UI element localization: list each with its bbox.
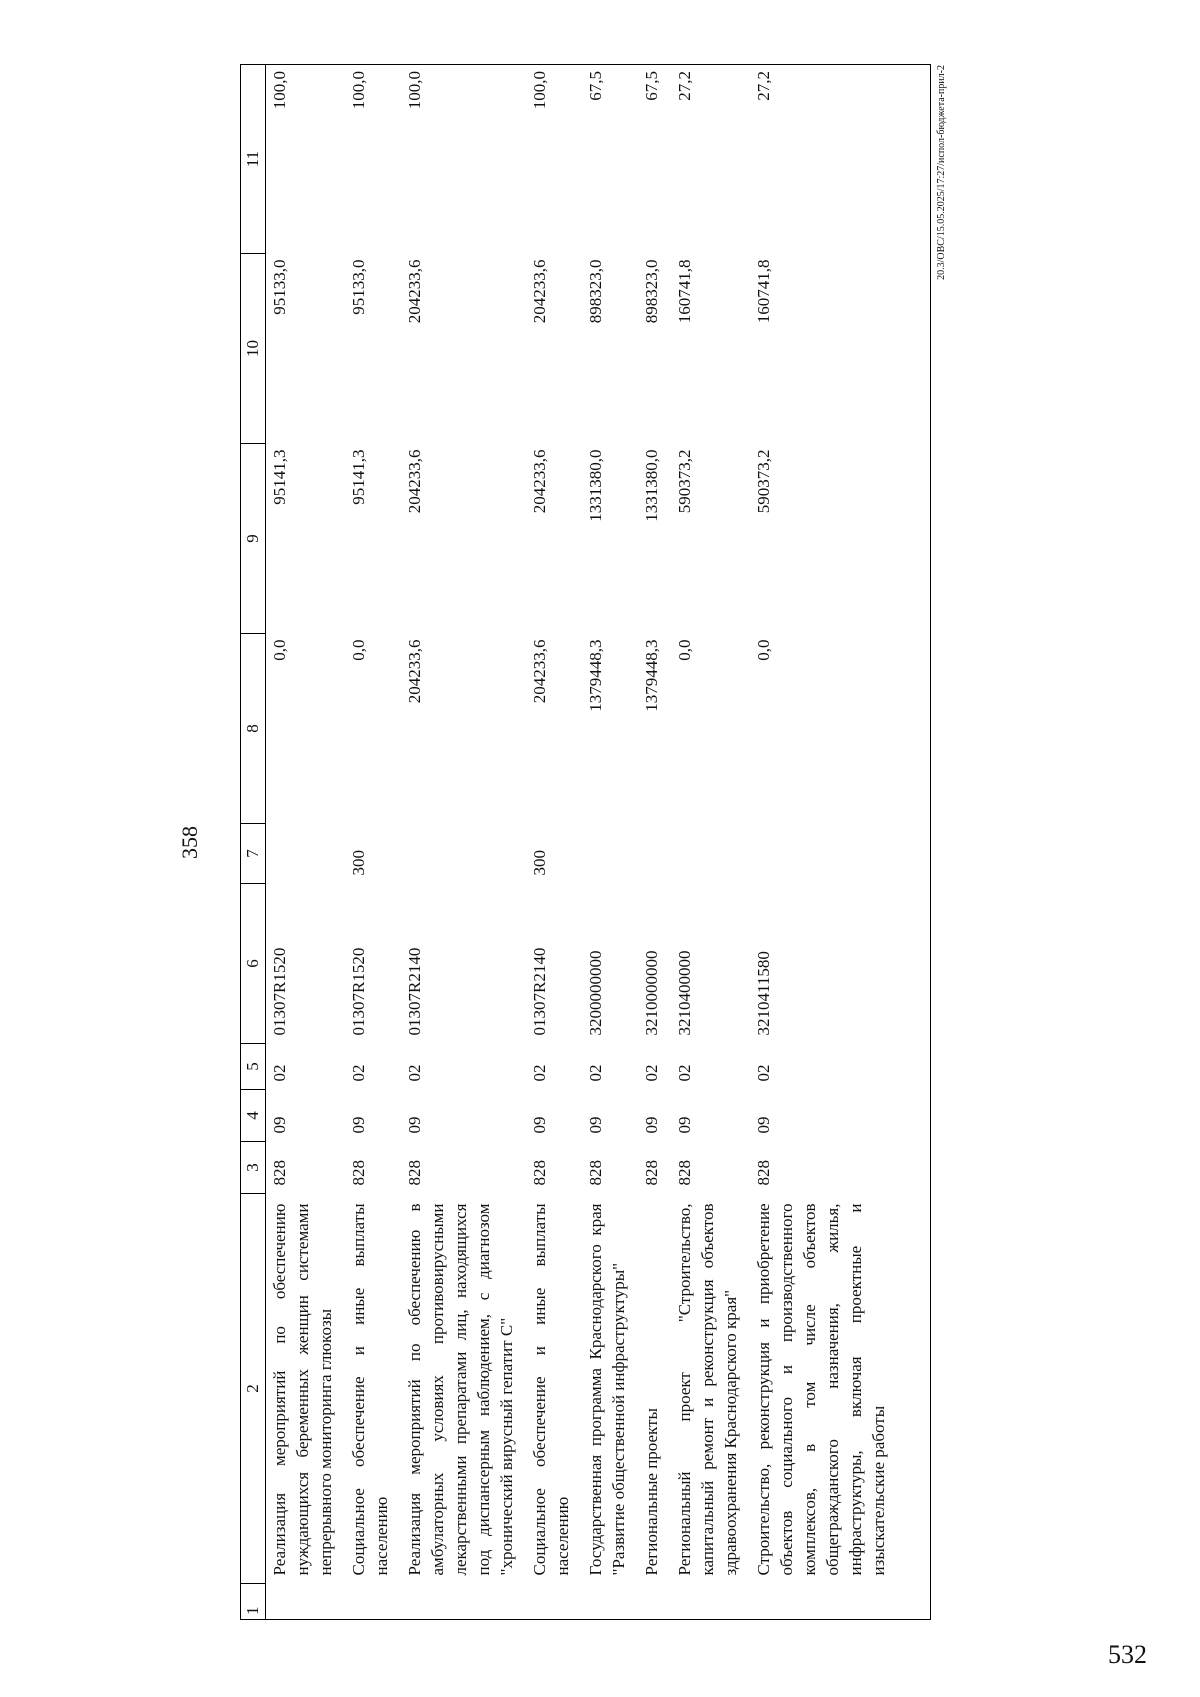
cell-col11: 100,0 — [526, 65, 582, 254]
cell-col1 — [345, 1584, 401, 1620]
cell-col11: 67,5 — [582, 65, 638, 254]
column-header: 9 — [241, 444, 266, 634]
cell-section: 09 — [270, 1116, 289, 1134]
table-header-row — [241, 65, 266, 1620]
cell-grbs: 828 — [586, 1160, 605, 1186]
cell-section: 09 — [530, 1116, 549, 1134]
table-row — [526, 65, 582, 1620]
cell-col1 — [526, 1584, 582, 1620]
column-header: 4 — [241, 1090, 266, 1142]
table-row — [638, 65, 671, 1620]
cell-section: 09 — [675, 1116, 694, 1134]
cell-grbs: 828 — [405, 1160, 424, 1186]
cell-grbs: 828 — [349, 1160, 368, 1186]
cell-target-article: 01307R1520 — [349, 947, 368, 1036]
cell-name: Реализация мероприятий по обеспечению в амбулаторных условиях противовирусными лекарственными препаратами лиц, находящихся под диспансерным наблюдением, с диагнозом "хронический вирусный гепатит С" — [405, 1203, 516, 1576]
column-header: 10 — [241, 254, 266, 444]
column-header: 2 — [241, 1194, 266, 1584]
column-header: 7 — [241, 824, 266, 884]
budget-table — [240, 64, 931, 1620]
cell-col9: 590373,2 — [750, 444, 931, 634]
cell-col11: 100,0 — [266, 65, 346, 254]
cell-col9: 1331380,0 — [586, 449, 605, 522]
cell-col10: 160741,8 — [750, 254, 931, 444]
cell-section: 09 — [586, 1116, 605, 1134]
cell-col10: 95133,0 — [270, 259, 289, 315]
cell-col1 — [401, 1584, 526, 1620]
column-header: 6 — [241, 884, 266, 1044]
cell-subsection: 02 — [750, 1044, 931, 1090]
table-row — [671, 65, 750, 1620]
column-header: 3 — [241, 1142, 266, 1194]
cell-col10: 160741,8 — [675, 259, 694, 324]
cell-subsection: 02 — [642, 1064, 661, 1082]
table-row — [582, 65, 638, 1620]
cell-col8: 0,0 — [750, 634, 931, 824]
cell-col1 — [750, 1584, 931, 1620]
cell-grbs: 828 — [642, 1160, 661, 1186]
cell-expense-type — [266, 824, 346, 884]
cell-name: Социальное обеспечение и иные выплаты населению — [349, 1203, 391, 1576]
cell-grbs: 828 — [750, 1142, 931, 1194]
cell-section: 09 — [642, 1116, 661, 1134]
cell-subsection: 02 — [675, 1064, 694, 1082]
cell-col9: 95141,3 — [349, 449, 368, 505]
cell-col10: 898323,0 — [642, 259, 661, 324]
cell-target-article: 3210400000 — [675, 950, 694, 1036]
cell-col1 — [266, 1584, 346, 1620]
cell-col11: 100,0 — [401, 65, 526, 254]
footer-document-code: 20.3/ОВС/15.05.2025/17:27/испол-бюджета-прил-2 — [936, 65, 947, 280]
cell-subsection: 02 — [405, 1064, 424, 1082]
cell-target-article: 3200000000 — [586, 950, 605, 1036]
cell-grbs: 828 — [675, 1160, 694, 1186]
cell-expense-type — [671, 824, 750, 884]
cell-col1 — [671, 1584, 750, 1620]
cell-name: Реализация мероприятий по обеспечению нуждающихся беременных женщин системами непрерывного мониторинга глюкозы — [270, 1203, 335, 1576]
cell-name: Региональные проекты — [642, 1408, 661, 1576]
cell-col8: 204233,6 — [405, 639, 424, 704]
side-page-number: 532 — [1108, 1640, 1147, 1669]
cell-target-article: 01307R1520 — [270, 947, 289, 1036]
cell-target-article: 3210411580 — [750, 884, 931, 1044]
cell-col8: 0,0 — [349, 639, 368, 661]
cell-col11: 27,2 — [750, 65, 931, 254]
cell-expense-type — [401, 824, 526, 884]
cell-section: 09 — [349, 1116, 368, 1134]
cell-section: 09 — [750, 1090, 931, 1142]
cell-col10: 898323,0 — [586, 259, 605, 324]
cell-expense-type — [750, 824, 931, 884]
table-row — [401, 65, 526, 1620]
cell-col11: 100,0 — [345, 65, 401, 254]
cell-col11: 27,2 — [671, 65, 750, 254]
cell-subsection: 02 — [349, 1064, 368, 1082]
cell-col9: 204233,6 — [405, 449, 424, 514]
cell-col8: 0,0 — [270, 639, 289, 661]
cell-grbs: 828 — [270, 1160, 289, 1186]
cell-col10: 204233,6 — [530, 259, 549, 324]
cell-subsection: 02 — [586, 1064, 605, 1082]
cell-col8: 1379448,3 — [586, 639, 605, 712]
cell-name: Региональный проект "Строительство, капитальный ремонт и реконструкция объектов здравоохранения Краснодарского края" — [675, 1203, 740, 1576]
cell-name: Строительство, реконструкция и приобретение объектов социального и производственного комплексов, в том числе объектов общегражданского назначения, жилья, инфраструктуры, включая проектные и изыскательские работы — [750, 1194, 931, 1584]
cell-col9: 95141,3 — [270, 449, 289, 505]
cell-target-article: 01307R2140 — [530, 947, 549, 1036]
table-row — [345, 65, 401, 1620]
cell-col8: 0,0 — [675, 639, 694, 661]
cell-expense-type — [582, 824, 638, 884]
column-header: 1 — [241, 1584, 266, 1620]
cell-subsection: 02 — [270, 1064, 289, 1082]
cell-name: Социальное обеспечение и иные выплаты населению — [530, 1203, 572, 1576]
cell-grbs: 828 — [530, 1160, 549, 1186]
cell-col9: 204233,6 — [530, 449, 549, 514]
column-header: 8 — [241, 634, 266, 824]
column-header: 11 — [241, 65, 266, 254]
cell-col1 — [638, 1584, 671, 1620]
cell-col10: 204233,6 — [405, 259, 424, 324]
cell-expense-type — [638, 824, 671, 884]
cell-subsection: 02 — [530, 1064, 549, 1082]
cell-col8: 204233,6 — [530, 639, 549, 704]
page-number: 358 — [177, 826, 202, 859]
cell-col8: 1379448,3 — [642, 639, 661, 712]
cell-expense-type: 300 — [349, 850, 368, 876]
cell-section: 09 — [405, 1116, 424, 1134]
cell-target-article: 3210000000 — [642, 950, 661, 1036]
cell-col1 — [582, 1584, 638, 1620]
cell-expense-type: 300 — [530, 850, 549, 876]
cell-name: Государственная программа Краснодарского края "Развитие общественной инфраструктуры" — [586, 1203, 628, 1576]
cell-col9: 1331380,0 — [642, 449, 661, 522]
cell-target-article: 01307R2140 — [405, 947, 424, 1036]
cell-col9: 590373,2 — [675, 449, 694, 514]
table-row — [750, 65, 931, 1620]
rotated-page-content — [170, 65, 970, 1620]
column-header: 5 — [241, 1044, 266, 1090]
cell-col10: 95133,0 — [349, 259, 368, 315]
table-row — [266, 65, 346, 1620]
cell-col11: 67,5 — [638, 65, 671, 254]
